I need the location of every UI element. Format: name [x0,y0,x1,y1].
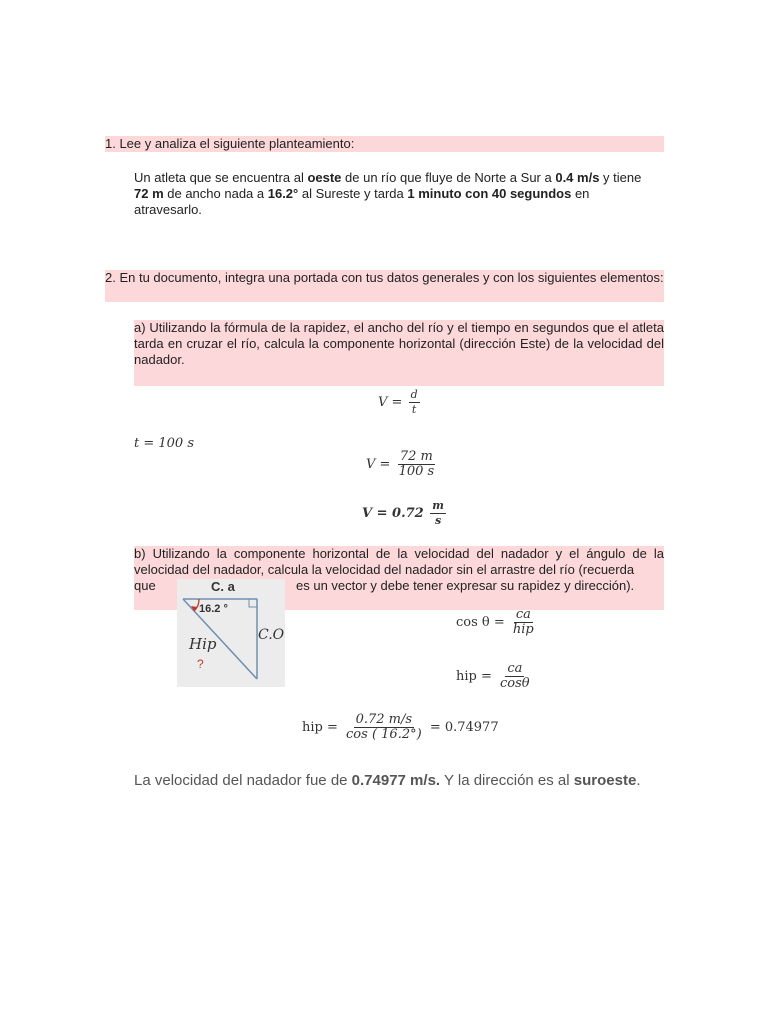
q1-heading: 1. Lee y analiza el siguiente planteamiento: [105,136,664,152]
fraction-d-over-t: $\frac{d}{t}$ [410,388,418,416]
fraction-m-over-s: $\frac{m}{s}$ [432,499,444,527]
q2-heading: 2. En tu documento, integra una portada con tus datos generales y con los siguientes elementos: [105,270,664,302]
conclusion: La velocidad del nadador fue de 0.74977 m/s. Y la dirección es al suroeste. [134,772,641,789]
fraction-72m-over-100s: $\frac{72 m}{100 s}$ [398,449,435,479]
formula-speed: V = $\frac{d}{t}$ [378,388,418,416]
fraction-ca-over-hip: $\frac{ca}{\text{hip}}$ [512,607,534,637]
formula-time: t = 100 s [134,436,194,451]
q1-statement: Un atleta que se encuentra al oeste de un río que fluye de Norte a Sur a 0.4 m/s y tiene 72 m de ancho nada a 16.2° al Sureste y tarda 1 minuto con 40 segundos en atravesarlo. [134,170,642,217]
fraction-ca-over-costheta: $\frac{ca}{\cos\theta}$ [500,661,530,691]
formula-hyp-result: hip = $\frac{0.72 m/s}{\cos ( 16.2^\circ)}$ = 0.74977 [302,712,499,742]
formula-speed-substituted: V = $\frac{72 m}{100 s}$ [366,449,435,479]
formula-speed-result: V = 0.72 $\frac{m}{s}$ [362,499,444,527]
diagram-label-angle: 16.2 ° [199,603,228,615]
bold-river-speed: 0.4 m/s [555,170,600,185]
bold-direction: oeste [307,170,342,185]
bold-time: 1 minuto con 40 segundos [407,186,572,201]
diagram-label-opposite: C.O [258,627,285,643]
diagram-label-hyp: Hip [189,635,217,653]
diagram-label-unknown: ? [197,657,204,671]
formula-cosine: cos θ = $\frac{ca}{\text{hip}}$ [456,607,534,637]
fraction-speed-over-cos: $\frac{0.72 m/s}{\cos ( 16.2^\circ)}$ [346,712,422,742]
q2-part-b: b) Utilizando la componente horizontal de la velocidad del nadador y el ángulo de la velocidad del nadador, calcula la velocidad del nadador sin el arrastre del río (recuerda que es un vector y debe tener expresar su rapidez y dirección). [134,546,664,610]
bold-angle: 16.2° [267,186,299,201]
bold-final-direction: suroeste [573,772,637,789]
diagram-label-adjacent: C. a [211,579,235,594]
bold-final-speed: 0.74977 m/s. [351,772,441,789]
formula-hyp: hip = $\frac{ca}{\cos\theta}$ [456,661,530,691]
bold-width: 72 m [134,186,164,201]
q2-part-a: a) Utilizando la fórmula de la rapidez, el ancho del río y el tiempo en segundos que el atleta tarda en cruzar el río, calcula la componente horizontal (dirección Este) de la velocidad del nadador. [134,320,664,386]
